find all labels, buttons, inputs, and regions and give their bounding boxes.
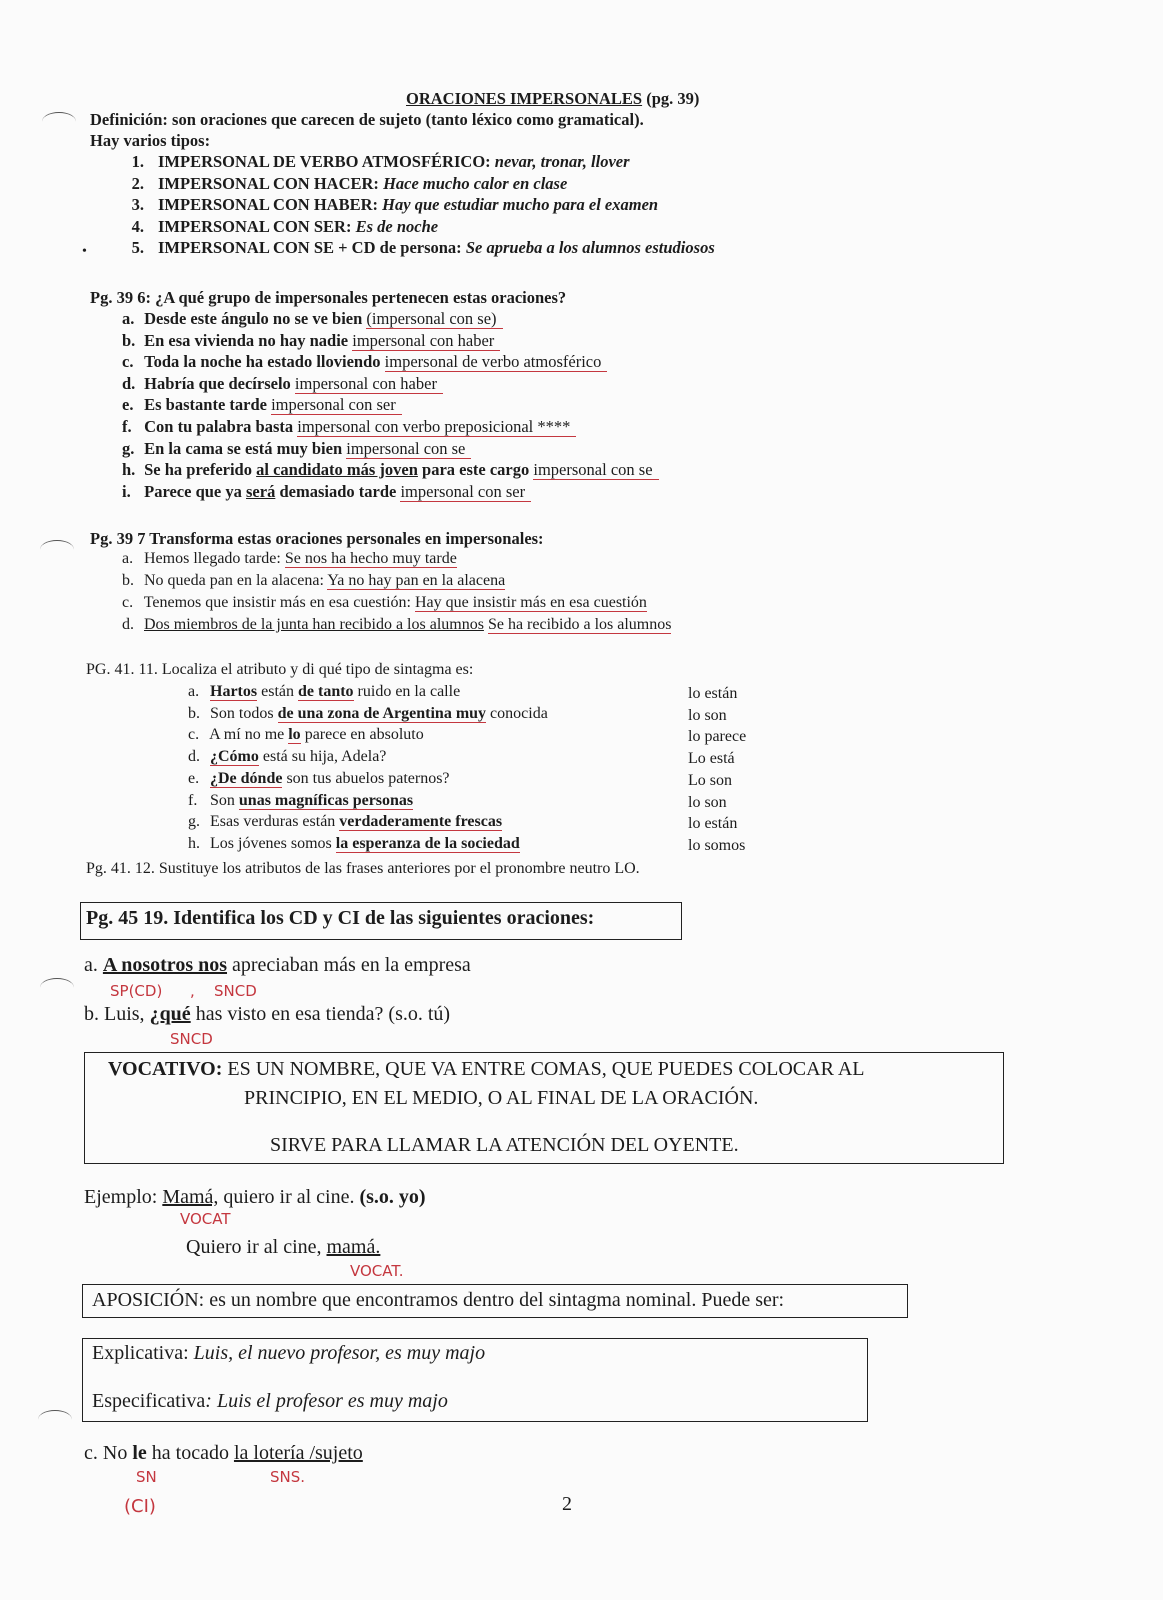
ex11-item xyxy=(188,748,386,766)
item-answer: impersonal con ser xyxy=(400,482,531,502)
vocativo-line2: PRINCIPIO, EN EL MEDIO, O AL FINAL DE LA ORACIÓN. xyxy=(244,1087,759,1109)
item-sentence: No queda pan en la alacena: xyxy=(144,572,324,589)
handwritten-note: SNCD xyxy=(170,1030,213,1048)
item-text: están xyxy=(257,683,298,700)
ejemplo-line2: Quiero ir al cine, mamá. xyxy=(186,1236,381,1258)
ex6-item xyxy=(122,309,503,329)
ex7-item xyxy=(122,594,647,612)
ex11-item xyxy=(188,792,413,810)
item-sentence-underlined: será xyxy=(246,481,276,501)
item-answer: impersonal con se xyxy=(346,439,471,459)
ex19-sentence-a: a. A nosotros nos apreciaban más en la empresa xyxy=(84,954,471,976)
ex11-pronoun: Lo son xyxy=(688,771,732,789)
item-text: Esas verduras están xyxy=(210,813,340,831)
handwritten-note: VOCAT xyxy=(180,1210,231,1228)
attribute-highlight: verdaderamente frescas xyxy=(339,813,503,831)
item-letter: f. xyxy=(122,417,132,436)
ex11-pronoun: lo son xyxy=(688,793,727,811)
type-number: 5. xyxy=(131,238,144,257)
handwritten-note: SNCD xyxy=(214,982,257,1000)
ex11-heading: PG. 41. 11. Localiza el atributo y di qué tipo de sintagma es: xyxy=(86,661,474,678)
types-intro: Hay varios tipos: xyxy=(90,131,211,150)
type-item xyxy=(116,217,438,237)
item-letter: b. xyxy=(122,330,136,350)
type-item xyxy=(116,238,715,258)
type-example: Es de noche xyxy=(355,216,439,236)
item-letter: c. xyxy=(122,352,134,372)
item-sentence: En esa vivienda no hay nadie xyxy=(144,330,349,350)
item-letter: b. xyxy=(122,572,134,589)
ex11-item xyxy=(188,813,502,831)
ex11-item xyxy=(188,705,548,723)
item-text: Los jóvenes somos xyxy=(210,834,336,852)
type-label: IMPERSONAL CON SER: xyxy=(158,216,352,236)
especificativa: Especificativa: Luis el profesor es muy majo xyxy=(92,1390,448,1412)
attribute-highlight: de una zona de Argentina muy xyxy=(277,704,487,722)
ex11-item xyxy=(188,770,450,788)
item-sentence: demasiado tarde xyxy=(275,481,397,501)
type-number: 3. xyxy=(131,195,144,214)
item-answer: impersonal con haber xyxy=(352,331,500,351)
type-number: 4. xyxy=(131,216,144,236)
ex6-heading: Pg. 39 6: ¿A qué grupo de impersonales pertenecen estas oraciones? xyxy=(90,288,567,307)
item-sentence: Tenemos que insistir más en esa cuestión: xyxy=(143,594,411,611)
item-sentence: Desde este ángulo no se ve bien xyxy=(144,309,363,328)
ex6-item xyxy=(122,460,659,480)
page-title: ORACIONES IMPERSONALES (pg. 39) xyxy=(406,89,700,108)
type-item xyxy=(116,152,630,172)
ex19-sentence-b: b. Luis, ¿qué has visto en esa tienda? (s.o. tú) xyxy=(84,1003,451,1025)
item-letter: c. xyxy=(122,594,134,611)
vocativo-line1: VOCATIVO: ES UN NOMBRE, QUE VA ENTRE COMAS, QUE PUEDES COLOCAR AL xyxy=(108,1058,865,1080)
attribute-highlight: la esperanza de la sociedad xyxy=(335,834,520,852)
ex11-pronoun: lo están xyxy=(688,815,738,833)
ex6-item xyxy=(122,482,531,502)
item-answer: Se nos ha hecho muy tarde xyxy=(284,550,457,567)
item-answer: Se ha recibido a los alumnos xyxy=(487,616,672,633)
type-example: nevar, tronar, llover xyxy=(494,152,630,171)
type-label: IMPERSONAL DE VERBO ATMOSFÉRICO: xyxy=(158,152,491,171)
handwritten-note: (CI) xyxy=(124,1496,156,1517)
ex7-item xyxy=(122,616,671,634)
aposicion-text: APOSICIÓN: es un nombre que encontramos dentro del sintagma nominal. Puede ser: xyxy=(92,1289,785,1311)
item-sentence: Parece que ya xyxy=(144,481,247,501)
attribute-highlight: ¿De dónde xyxy=(210,769,283,787)
item-letter: a. xyxy=(188,683,200,700)
item-text: Son todos xyxy=(210,704,278,722)
item-letter: d. xyxy=(188,748,200,766)
ex6-item xyxy=(122,439,471,459)
definition: Definición: son oraciones que carecen de sujeto (tanto léxico como gramatical). xyxy=(90,110,644,129)
type-label: IMPERSONAL CON SE + CD de persona: xyxy=(158,238,462,257)
item-letter: f. xyxy=(188,791,198,809)
item-text: Son xyxy=(210,791,239,809)
ex11-pronoun: Lo está xyxy=(688,750,735,768)
type-example: Hay que estudiar mucho para el examen xyxy=(382,195,659,214)
attribute-highlight: lo xyxy=(288,726,301,744)
item-sentence: Con tu palabra basta xyxy=(144,417,294,436)
attribute-highlight: Hartos xyxy=(210,683,258,700)
handwritten-note: , xyxy=(190,982,195,1000)
ex6-item xyxy=(122,395,402,415)
item-letter: i. xyxy=(122,481,131,501)
item-text: está su hija, Adela? xyxy=(258,748,387,766)
vocativo-line3: SIRVE PARA LLAMAR LA ATENCIÓN DEL OYENTE. xyxy=(270,1134,739,1156)
item-letter: e. xyxy=(122,395,134,415)
ex11-pronoun: lo están xyxy=(688,685,738,702)
item-sentence: En la cama se está muy bien xyxy=(144,438,343,458)
item-answer: impersonal con verbo preposicional **** xyxy=(297,417,576,437)
item-sentence-underlined: al candidato más joven xyxy=(256,460,418,480)
ex6-item xyxy=(122,374,443,394)
ex19-sentence-c: c. No le ha tocado la lotería /sujeto xyxy=(84,1442,363,1464)
item-letter: e. xyxy=(188,769,200,787)
handwritten-note: VOCAT. xyxy=(350,1262,404,1280)
item-sentence: para este cargo xyxy=(417,460,530,480)
item-answer: Hay que insistir más en esa cuestión xyxy=(414,594,647,611)
ejemplo-line1: Ejemplo: Mamá, quiero ir al cine. (s.o. yo) xyxy=(84,1186,426,1208)
attribute-highlight: unas magníficas personas xyxy=(238,791,414,809)
item-letter: a. xyxy=(122,550,134,567)
item-answer: (impersonal con se) xyxy=(366,309,502,329)
item-sentence: Se ha preferido xyxy=(144,460,257,480)
item-letter: g. xyxy=(122,438,135,458)
item-letter: d. xyxy=(122,616,134,633)
item-letter: d. xyxy=(122,373,136,393)
type-example: Hace mucho calor en clase xyxy=(383,173,568,193)
item-text: conocida xyxy=(486,704,548,722)
ex11-pronoun: lo parece xyxy=(688,728,747,746)
type-number: 1. xyxy=(131,152,144,171)
explicativa: Explicativa: Luis, el nuevo profesor, es muy majo xyxy=(92,1342,486,1364)
ex7-item xyxy=(122,550,457,568)
binder-hole-mark xyxy=(42,112,76,131)
attribute-highlight: ¿Cómo xyxy=(210,748,259,766)
item-answer: impersonal con haber xyxy=(295,374,443,394)
type-number: 2. xyxy=(131,173,144,193)
item-answer: impersonal de verbo atmosférico xyxy=(385,352,608,372)
ex11-item xyxy=(188,835,520,853)
item-sentence: Hemos llegado tarde: xyxy=(144,550,281,567)
item-letter: g. xyxy=(188,813,200,831)
ex11-item xyxy=(188,726,424,744)
item-text: ruido en la calle xyxy=(353,683,461,700)
ex7-item xyxy=(122,572,505,590)
binder-hole-mark xyxy=(40,540,74,559)
bullet-mark: • xyxy=(82,244,87,259)
item-letter: h. xyxy=(188,834,200,852)
item-text: parece en absoluto xyxy=(300,726,424,744)
item-letter: c. xyxy=(188,726,200,744)
ex7-heading: Pg. 39 7 Transforma estas oraciones personales en impersonales: xyxy=(90,529,544,548)
binder-hole-mark xyxy=(38,1410,72,1429)
item-sentence: Toda la noche ha estado lloviendo xyxy=(144,352,381,372)
ex19-heading: Pg. 45 19. Identifica los CD y CI de las siguientes oraciones: xyxy=(86,907,595,929)
item-letter: a. xyxy=(122,309,135,328)
ex11-pronoun: lo somos xyxy=(688,836,746,854)
handwritten-note: SN xyxy=(136,1468,157,1486)
type-label: IMPERSONAL CON HABER: xyxy=(158,195,379,214)
item-sentence: Es bastante tarde xyxy=(144,395,267,415)
attribute-highlight: de tanto xyxy=(297,683,354,700)
ex6-item xyxy=(122,352,607,372)
item-sentence: Dos miembros de la junta han recibido a los alumnos xyxy=(144,616,484,633)
item-text: A mí no me xyxy=(209,726,289,744)
handwritten-note: SNS. xyxy=(270,1468,306,1486)
type-label: IMPERSONAL CON HACER: xyxy=(158,173,379,193)
type-item xyxy=(116,174,567,194)
page-number: 2 xyxy=(562,1493,572,1515)
ex12-note: Pg. 41. 12. Sustituye los atributos de las frases anteriores por el pronombre neutro LO. xyxy=(86,860,640,877)
handwritten-note: SP(CD) xyxy=(110,982,163,1000)
ex11-item xyxy=(188,683,460,701)
item-letter: h. xyxy=(122,460,136,480)
ex11-pronoun: lo son xyxy=(688,706,727,724)
item-answer: impersonal con se xyxy=(533,460,658,480)
item-answer: Ya no hay pan en la alacena xyxy=(327,572,506,589)
item-letter: b. xyxy=(188,704,200,722)
type-example: Se aprueba a los alumnos estudiosos xyxy=(465,238,715,257)
ex6-item xyxy=(122,417,576,437)
item-sentence: Habría que decírselo xyxy=(144,373,291,393)
item-answer: impersonal con ser xyxy=(271,395,402,415)
item-text: son tus abuelos paternos? xyxy=(282,769,450,787)
type-item xyxy=(116,195,658,215)
ex6-item xyxy=(122,331,500,351)
binder-hole-mark xyxy=(40,978,74,997)
